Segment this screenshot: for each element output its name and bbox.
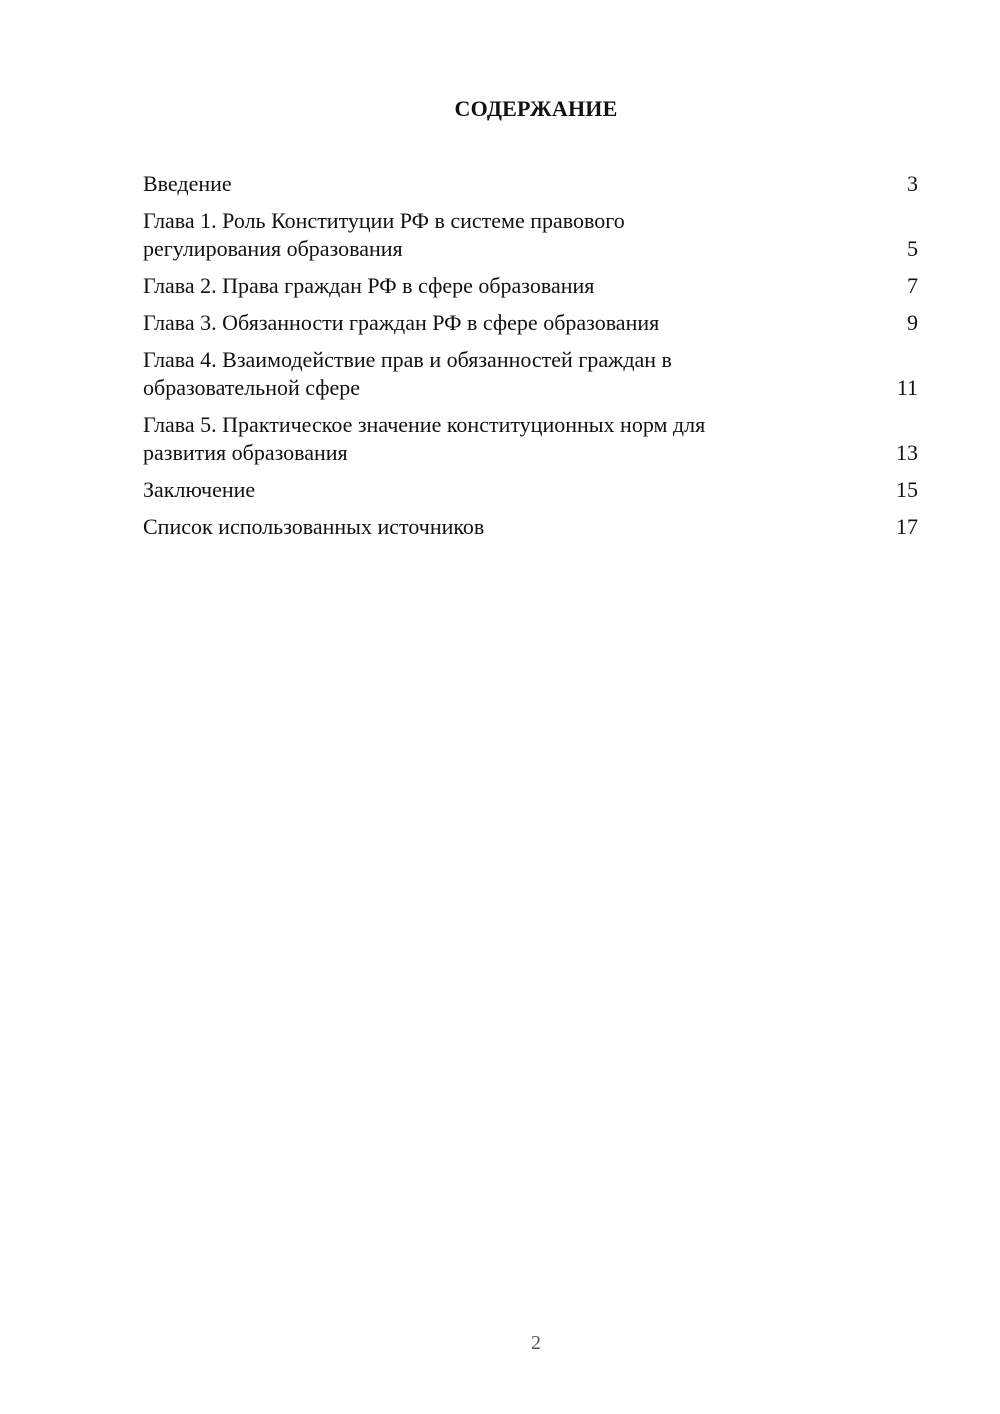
toc-entry-page: 13: [896, 440, 918, 465]
toc-entry-text: Глава 4. Взаимодействие прав и обязанностей граждан в образовательной сфере: [143, 347, 672, 400]
toc-entry-text: Список использованных источников: [143, 514, 485, 539]
toc-entry-introduction: [143, 170, 918, 198]
toc-entry-page: 15: [896, 477, 918, 502]
toc-entry-text: Глава 2. Права граждан РФ в сфере образования: [143, 273, 595, 298]
toc-entry-page: 11: [896, 375, 918, 400]
toc-entry-page: 7: [907, 273, 918, 298]
table-of-contents: [143, 170, 918, 550]
toc-entry-text: Глава 1. Роль Конституции РФ в системе правового регулирования образования: [143, 208, 625, 261]
page-number: 2: [531, 1332, 541, 1354]
toc-entry-references: [143, 513, 918, 541]
toc-entry-chapter-4: [143, 346, 918, 402]
toc-entry-page: 9: [907, 310, 918, 335]
toc-entry-page: 5: [907, 236, 918, 261]
toc-entry-text: Заключение: [143, 477, 256, 502]
toc-entry-text: Введение: [143, 171, 232, 196]
toc-entry-page: 17: [896, 514, 918, 539]
toc-entry-page: 3: [907, 171, 918, 196]
toc-entry-chapter-3: [143, 309, 918, 337]
toc-entry-chapter-1: [143, 207, 918, 263]
toc-entry-text: Глава 3. Обязанности граждан РФ в сфере образования: [143, 310, 660, 335]
toc-entry-chapter-2: [143, 272, 918, 300]
page-title: СОДЕРЖАНИЕ: [454, 96, 618, 121]
toc-entry-conclusion: [143, 476, 918, 504]
toc-entry-text: Глава 5. Практическое значение конституционных норм для развития образования: [143, 412, 706, 465]
toc-entry-chapter-5: [143, 411, 918, 467]
